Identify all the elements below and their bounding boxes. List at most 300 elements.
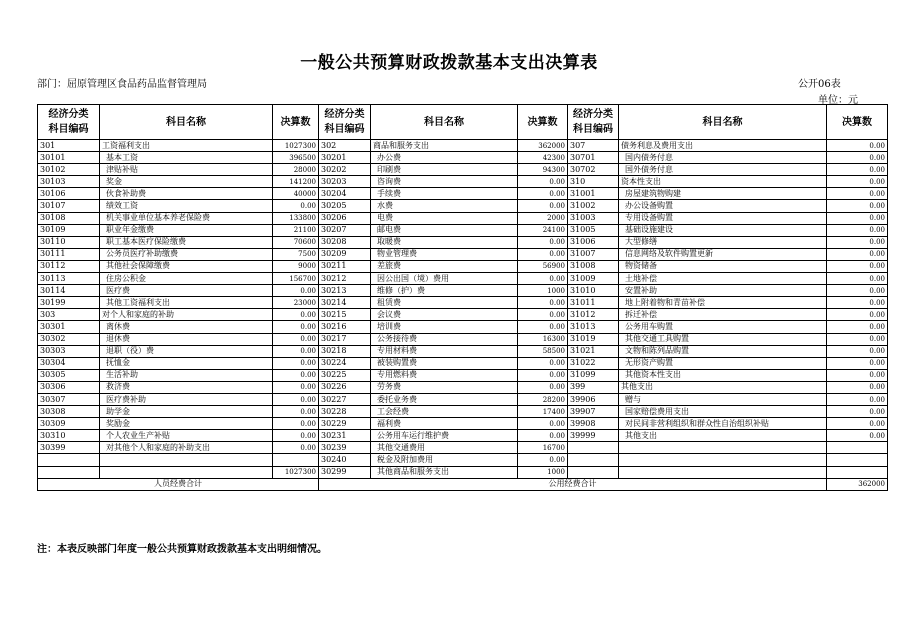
cell-name: 地上附着物和青苗补偿 [619, 297, 827, 309]
public-total-label: 公用经费合计 [319, 478, 827, 490]
cell-name: 其他交通费用 [371, 442, 518, 454]
cell-code: 30304 [38, 357, 100, 369]
cell-amount: 0.00 [518, 176, 568, 188]
cell-amount: 70600 [273, 236, 319, 248]
cell-code: 30239 [319, 442, 371, 454]
cell-code: 31002 [568, 200, 619, 212]
cell-code: 30207 [319, 224, 371, 236]
cell-amount: 28200 [518, 393, 568, 405]
cell-amount: 0.00 [273, 309, 319, 321]
cell-code: 31013 [568, 321, 619, 333]
cell-code: 30213 [319, 285, 371, 297]
cell-code: 31012 [568, 309, 619, 321]
cell-amount: 0.00 [827, 430, 888, 442]
cell-code: 302 [319, 140, 371, 152]
cell-name: 住房公积金 [100, 273, 273, 285]
cell-code: 30202 [319, 164, 371, 176]
cell-amount: 0.00 [273, 430, 319, 442]
cell-code: 30206 [319, 212, 371, 224]
table-header-row [38, 105, 888, 140]
cell-name: 资本性支出 [619, 176, 827, 188]
cell-amount: 0.00 [273, 285, 319, 297]
table-row [38, 357, 888, 369]
cell-amount: 396500 [273, 152, 319, 164]
department-label: 部门：屈原管理区食品药品监督管理局 [37, 79, 207, 90]
cell-name: 其他商品和服务支出 [371, 466, 518, 478]
cell-code: 30101 [38, 152, 100, 164]
cell-code: 30212 [319, 273, 371, 285]
cell-code: 31021 [568, 345, 619, 357]
cell-amount: 9000 [273, 260, 319, 272]
cell-amount: 16700 [518, 442, 568, 454]
cell-name: 机关事业单位基本养老保险费 [100, 212, 273, 224]
cell-amount: 156700 [273, 273, 319, 285]
cell-amount: 0.00 [827, 285, 888, 297]
cell-code: 30299 [319, 466, 371, 478]
cell-name [619, 454, 827, 466]
cell-amount: 0.00 [273, 406, 319, 418]
unit-label: 单位：元 [818, 95, 858, 106]
table-note: 注：本表反映部门年度一般公共预算财政拨款基本支出明细情况。 [37, 544, 327, 555]
cell-amount: 0.00 [827, 273, 888, 285]
cell-code: 31003 [568, 212, 619, 224]
cell-name: 委托业务费 [371, 393, 518, 405]
cell-amount: 0.00 [827, 260, 888, 272]
cell-code: 31006 [568, 236, 619, 248]
cell-code: 30301 [38, 321, 100, 333]
table-row [38, 176, 888, 188]
cell-amount: 0.00 [827, 236, 888, 248]
cell-name: 专用设备购置 [619, 212, 827, 224]
header-amount-col3: 决算数 [827, 105, 888, 140]
cell-amount: 0.00 [273, 381, 319, 393]
cell-code: 31007 [568, 248, 619, 260]
cell-amount: 1000 [518, 285, 568, 297]
cell-name: 大型修缮 [619, 236, 827, 248]
table-row [38, 164, 888, 176]
cell-name: 公务用车购置 [619, 321, 827, 333]
cell-amount: 0.00 [827, 140, 888, 152]
cell-code: 303 [38, 309, 100, 321]
cell-amount: 0.00 [827, 188, 888, 200]
cell-amount: 362000 [518, 140, 568, 152]
cell-code: 39999 [568, 430, 619, 442]
table-row [38, 345, 888, 357]
cell-name: 物业管理费 [371, 248, 518, 260]
cell-name: 生活补助 [100, 369, 273, 381]
cell-code: 30399 [38, 442, 100, 454]
cell-code: 30205 [319, 200, 371, 212]
cell-name: 其他资本性支出 [619, 369, 827, 381]
cell-amount: 0.00 [273, 369, 319, 381]
table-row [38, 430, 888, 442]
cell-amount: 0.00 [827, 381, 888, 393]
cell-code [568, 442, 619, 454]
cell-name: 电费 [371, 212, 518, 224]
cell-amount: 0.00 [273, 333, 319, 345]
table-row [38, 188, 888, 200]
cell-amount: 1000 [518, 466, 568, 478]
cell-amount: 0.00 [827, 345, 888, 357]
cell-name: 绩效工资 [100, 200, 273, 212]
cell-amount: 0.00 [518, 309, 568, 321]
cell-amount: 23000 [273, 297, 319, 309]
cell-code [38, 454, 100, 466]
cell-name: 手续费 [371, 188, 518, 200]
cell-code: 30108 [38, 212, 100, 224]
cell-code: 39907 [568, 406, 619, 418]
table-row [38, 297, 888, 309]
header-code-col2: 经济分类 科目编码 [319, 105, 371, 140]
table-footer-row [38, 478, 888, 490]
cell-name: 公务员医疗补助缴费 [100, 248, 273, 260]
cell-code: 30229 [319, 418, 371, 430]
cell-amount: 0.00 [827, 200, 888, 212]
cell-code: 30231 [319, 430, 371, 442]
cell-amount: 7500 [273, 248, 319, 260]
cell-amount: 141200 [273, 176, 319, 188]
cell-name: 信息网络及软件购置更新 [619, 248, 827, 260]
cell-code: 30110 [38, 236, 100, 248]
cell-amount: 1027300 [273, 466, 319, 478]
cell-code: 30209 [319, 248, 371, 260]
cell-amount: 0.00 [518, 369, 568, 381]
cell-amount: 0.00 [518, 454, 568, 466]
cell-amount: 0.00 [273, 321, 319, 333]
personnel-total-label: 人员经费合计 [38, 478, 319, 490]
cell-amount: 0.00 [518, 248, 568, 260]
cell-name: 取暖费 [371, 236, 518, 248]
cell-code: 30217 [319, 333, 371, 345]
table-row [38, 260, 888, 272]
cell-name: 奖金 [100, 176, 273, 188]
cell-amount [827, 442, 888, 454]
cell-name: 赠与 [619, 393, 827, 405]
cell-name: 津贴补贴 [100, 164, 273, 176]
cell-amount: 2000 [518, 212, 568, 224]
table-row [38, 309, 888, 321]
cell-name [100, 454, 273, 466]
cell-name: 基本工资 [100, 152, 273, 164]
cell-name: 无形资产购置 [619, 357, 827, 369]
cell-name [619, 466, 827, 478]
table-row [38, 248, 888, 260]
cell-code: 31001 [568, 188, 619, 200]
cell-amount: 0.00 [827, 248, 888, 260]
cell-code: 31019 [568, 333, 619, 345]
cell-amount: 0.00 [827, 333, 888, 345]
cell-name: 国家赔偿费用支出 [619, 406, 827, 418]
cell-name: 职工基本医疗保险缴费 [100, 236, 273, 248]
cell-name: 福利费 [371, 418, 518, 430]
cell-name: 退休费 [100, 333, 273, 345]
cell-name: 个人农业生产补贴 [100, 430, 273, 442]
cell-name: 其他社会保障缴费 [100, 260, 273, 272]
cell-code [38, 466, 100, 478]
cell-name: 公务用车运行维护费 [371, 430, 518, 442]
table-row [38, 442, 888, 454]
cell-amount: 0.00 [827, 406, 888, 418]
cell-code: 30113 [38, 273, 100, 285]
cell-name: 税金及附加费用 [371, 454, 518, 466]
cell-code: 399 [568, 381, 619, 393]
cell-name: 其他交通工具购置 [619, 333, 827, 345]
cell-amount: 17400 [518, 406, 568, 418]
cell-amount: 21100 [273, 224, 319, 236]
cell-name: 专用材料费 [371, 345, 518, 357]
table-row [38, 285, 888, 297]
cell-amount: 0.00 [273, 442, 319, 454]
cell-name: 因公出国（境）费用 [371, 273, 518, 285]
cell-code: 307 [568, 140, 619, 152]
cell-code: 30240 [319, 454, 371, 466]
cell-name [100, 466, 273, 478]
cell-amount: 24100 [518, 224, 568, 236]
cell-name: 退职（役）费 [100, 345, 273, 357]
cell-name: 助学金 [100, 406, 273, 418]
cell-name: 工资福利支出 [100, 140, 273, 152]
cell-code: 30224 [319, 357, 371, 369]
cell-amount: 0.00 [273, 200, 319, 212]
cell-name: 培训费 [371, 321, 518, 333]
cell-amount: 0.00 [518, 418, 568, 430]
cell-amount [827, 454, 888, 466]
cell-amount: 0.00 [827, 357, 888, 369]
cell-name: 职业年金缴费 [100, 224, 273, 236]
cell-code: 31005 [568, 224, 619, 236]
cell-name: 对其他个人和家庭的补助支出 [100, 442, 273, 454]
cell-code: 30227 [319, 393, 371, 405]
header-name-col1: 科目名称 [100, 105, 273, 140]
cell-name: 国内债务付息 [619, 152, 827, 164]
cell-amount: 1027300 [273, 140, 319, 152]
cell-amount: 0.00 [273, 418, 319, 430]
page-title: 一般公共预算财政拨款基本支出决算表 [300, 53, 598, 73]
cell-code: 30199 [38, 297, 100, 309]
cell-amount: 94300 [518, 164, 568, 176]
cell-amount [273, 454, 319, 466]
cell-amount: 0.00 [518, 297, 568, 309]
table-row [38, 321, 888, 333]
cell-code: 30306 [38, 381, 100, 393]
cell-code: 30201 [319, 152, 371, 164]
cell-amount: 0.00 [827, 224, 888, 236]
cell-name: 邮电费 [371, 224, 518, 236]
table-row [38, 212, 888, 224]
header-code-col1: 经济分类 科目编码 [38, 105, 100, 140]
cell-code: 31010 [568, 285, 619, 297]
cell-amount: 0.00 [518, 200, 568, 212]
cell-code: 30112 [38, 260, 100, 272]
cell-code: 30102 [38, 164, 100, 176]
cell-name: 债务利息及费用支出 [619, 140, 827, 152]
cell-code: 30204 [319, 188, 371, 200]
cell-name: 租赁费 [371, 297, 518, 309]
cell-amount: 0.00 [518, 381, 568, 393]
cell-code: 30216 [319, 321, 371, 333]
cell-code: 30303 [38, 345, 100, 357]
cell-name: 安置补助 [619, 285, 827, 297]
cell-code: 30111 [38, 248, 100, 260]
cell-code: 30307 [38, 393, 100, 405]
cell-amount: 58500 [518, 345, 568, 357]
cell-name: 离休费 [100, 321, 273, 333]
cell-name: 救济费 [100, 381, 273, 393]
cell-amount: 0.00 [518, 321, 568, 333]
cell-amount: 42300 [518, 152, 568, 164]
cell-name: 对民间非营利组织和群众性自治组织补贴 [619, 418, 827, 430]
table-row [38, 333, 888, 345]
cell-amount: 0.00 [273, 357, 319, 369]
cell-amount: 16300 [518, 333, 568, 345]
cell-name: 专用燃料费 [371, 369, 518, 381]
cell-code: 30214 [319, 297, 371, 309]
table-row [38, 140, 888, 152]
cell-name: 被装购置费 [371, 357, 518, 369]
cell-code: 30228 [319, 406, 371, 418]
cell-amount: 0.00 [518, 188, 568, 200]
cell-name: 其他工资福利支出 [100, 297, 273, 309]
cell-amount [827, 466, 888, 478]
table-row [38, 200, 888, 212]
cell-amount: 0.00 [273, 345, 319, 357]
cell-name: 房屋建筑物购建 [619, 188, 827, 200]
cell-name: 会议费 [371, 309, 518, 321]
cell-code: 310 [568, 176, 619, 188]
cell-code: 30218 [319, 345, 371, 357]
public-total-value: 362000 [827, 478, 888, 490]
cell-name: 商品和服务支出 [371, 140, 518, 152]
cell-code: 30109 [38, 224, 100, 236]
cell-name: 办公费 [371, 152, 518, 164]
cell-code: 30106 [38, 188, 100, 200]
cell-code: 30310 [38, 430, 100, 442]
cell-code: 30203 [319, 176, 371, 188]
cell-name: 医疗费 [100, 285, 273, 297]
cell-name: 土地补偿 [619, 273, 827, 285]
cell-code: 31008 [568, 260, 619, 272]
cell-name: 其他支出 [619, 381, 827, 393]
cell-code: 31099 [568, 369, 619, 381]
cell-name: 拆迁补偿 [619, 309, 827, 321]
form-code: 公开06表 [798, 79, 841, 90]
header-code-col3: 经济分类 科目编码 [568, 105, 619, 140]
cell-amount: 28000 [273, 164, 319, 176]
cell-amount: 0.00 [827, 164, 888, 176]
header-name-col2: 科目名称 [371, 105, 518, 140]
cell-name: 物资储备 [619, 260, 827, 272]
table-body [38, 140, 888, 479]
cell-amount: 40000 [273, 188, 319, 200]
cell-amount: 0.00 [827, 176, 888, 188]
cell-name: 对个人和家庭的补助 [100, 309, 273, 321]
table-row [38, 381, 888, 393]
cell-amount: 0.00 [518, 236, 568, 248]
cell-amount: 56900 [518, 260, 568, 272]
header-name-col3: 科目名称 [619, 105, 827, 140]
cell-amount: 0.00 [827, 309, 888, 321]
cell-name: 印刷费 [371, 164, 518, 176]
cell-amount: 0.00 [518, 273, 568, 285]
cell-code: 30211 [319, 260, 371, 272]
table-row [38, 224, 888, 236]
cell-code: 39906 [568, 393, 619, 405]
cell-code [568, 466, 619, 478]
cell-code: 30226 [319, 381, 371, 393]
cell-code: 31011 [568, 297, 619, 309]
table-row [38, 466, 888, 478]
cell-name: 基础设施建设 [619, 224, 827, 236]
cell-amount: 0.00 [827, 393, 888, 405]
cell-code: 30701 [568, 152, 619, 164]
cell-amount: 0.00 [827, 212, 888, 224]
header-amount-col1: 决算数 [273, 105, 319, 140]
cell-code: 30225 [319, 369, 371, 381]
cell-amount: 0.00 [827, 418, 888, 430]
cell-amount: 0.00 [827, 152, 888, 164]
cell-code: 30114 [38, 285, 100, 297]
cell-name: 咨询费 [371, 176, 518, 188]
cell-code: 30309 [38, 418, 100, 430]
cell-code: 30702 [568, 164, 619, 176]
header-amount-col2: 决算数 [518, 105, 568, 140]
cell-name: 文物和陈列品购置 [619, 345, 827, 357]
cell-code: 31009 [568, 273, 619, 285]
cell-amount: 0.00 [827, 369, 888, 381]
table-row [38, 273, 888, 285]
cell-amount: 0.00 [827, 321, 888, 333]
cell-name [619, 442, 827, 454]
expenditure-table [37, 104, 888, 491]
cell-name: 伙食补助费 [100, 188, 273, 200]
cell-name: 其他支出 [619, 430, 827, 442]
cell-amount: 0.00 [273, 393, 319, 405]
cell-code [568, 454, 619, 466]
table-row [38, 369, 888, 381]
table-row [38, 418, 888, 430]
cell-code: 30308 [38, 406, 100, 418]
cell-name: 办公设备购置 [619, 200, 827, 212]
table-row [38, 236, 888, 248]
cell-name: 工会经费 [371, 406, 518, 418]
cell-name: 医疗费补助 [100, 393, 273, 405]
cell-name: 劳务费 [371, 381, 518, 393]
cell-name: 水费 [371, 200, 518, 212]
cell-code: 301 [38, 140, 100, 152]
cell-code: 30302 [38, 333, 100, 345]
cell-amount: 0.00 [518, 357, 568, 369]
cell-code: 39908 [568, 418, 619, 430]
cell-name: 抚恤金 [100, 357, 273, 369]
cell-amount: 133800 [273, 212, 319, 224]
cell-name: 公务接待费 [371, 333, 518, 345]
cell-code: 30103 [38, 176, 100, 188]
cell-code: 30215 [319, 309, 371, 321]
cell-code: 31022 [568, 357, 619, 369]
cell-code: 30107 [38, 200, 100, 212]
cell-amount: 0.00 [518, 430, 568, 442]
cell-name: 奖励金 [100, 418, 273, 430]
cell-code: 30305 [38, 369, 100, 381]
cell-name: 维修（护）费 [371, 285, 518, 297]
table-row [38, 454, 888, 466]
cell-name: 国外债务付息 [619, 164, 827, 176]
cell-code: 30208 [319, 236, 371, 248]
table-row [38, 152, 888, 164]
cell-name: 差旅费 [371, 260, 518, 272]
table-row [38, 406, 888, 418]
table-row [38, 393, 888, 405]
